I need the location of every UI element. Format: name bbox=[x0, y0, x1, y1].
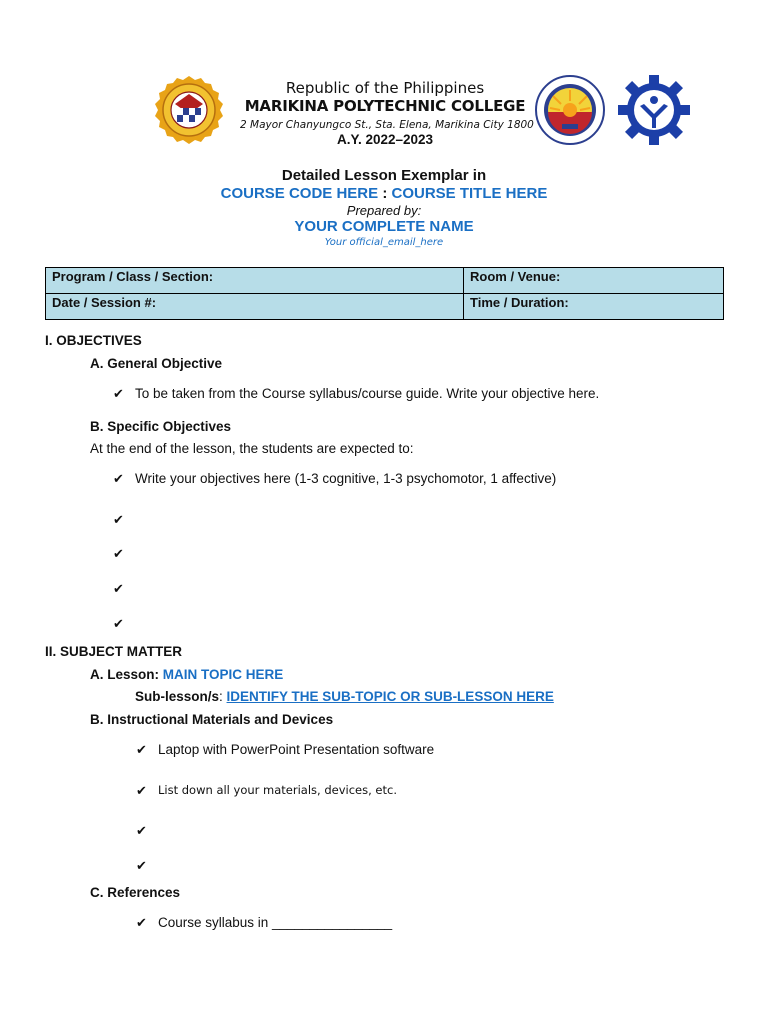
general-objective-heading: A. General Objective bbox=[90, 356, 223, 371]
author-name: YOUR COMPLETE NAME bbox=[294, 218, 474, 235]
sublesson-link[interactable]: IDENTIFY THE SUB-TOPIC OR SUB-LESSON HERE bbox=[226, 689, 554, 704]
lesson-label: A. Lesson: bbox=[90, 667, 163, 682]
college-address: 2 Mayor Chanyungco St., Sta. Elena, Marikina City 1800 bbox=[240, 119, 534, 131]
general-objective-item: To be taken from the Course syllabus/course guide. Write your objective here. bbox=[135, 386, 600, 401]
check-icon: ✔ bbox=[136, 915, 147, 930]
college-name: MARIKINA POLYTECHNIC COLLEGE bbox=[244, 97, 526, 115]
subject-matter-heading: II. SUBJECT MATTER bbox=[45, 644, 183, 659]
academic-year: A.Y. 2022–2023 bbox=[336, 132, 434, 147]
objectives-heading: I. OBJECTIVES bbox=[45, 333, 142, 348]
tesda-gear-logo bbox=[614, 75, 694, 145]
material-item-1: Laptop with PowerPoint Presentation software bbox=[158, 742, 435, 757]
lesson-value: MAIN TOPIC HERE bbox=[162, 667, 284, 682]
prepared-by-label: Prepared by: bbox=[346, 203, 422, 218]
reference-item-1: Course syllabus in ________________ bbox=[158, 915, 393, 930]
check-icon: ✔ bbox=[113, 512, 124, 527]
check-icon: ✔ bbox=[136, 823, 147, 838]
check-icon: ✔ bbox=[136, 783, 147, 798]
ched-seal-logo bbox=[530, 75, 610, 145]
sublesson-line bbox=[135, 689, 554, 704]
course-code: COURSE CODE HERE bbox=[220, 185, 379, 202]
program-cell: Program / Class / Section: bbox=[46, 268, 464, 294]
republic-text: Republic of the Philippines bbox=[285, 79, 485, 97]
check-icon: ✔ bbox=[113, 386, 124, 401]
date-cell: Date / Session #: bbox=[46, 294, 464, 320]
table-row bbox=[46, 294, 724, 320]
specific-objectives-heading: B. Specific Objectives bbox=[90, 419, 232, 434]
check-icon: ✔ bbox=[113, 546, 124, 561]
check-icon: ✔ bbox=[136, 742, 147, 757]
material-item-2: List down all your materials, devices, etc. bbox=[158, 783, 397, 797]
document-title: Detailed Lesson Exemplar in bbox=[281, 167, 487, 184]
room-cell: Room / Venue: bbox=[464, 268, 724, 294]
check-icon: ✔ bbox=[113, 471, 124, 486]
materials-heading: B. Instructional Materials and Devices bbox=[90, 712, 334, 727]
table-row bbox=[46, 268, 724, 294]
sublesson-label: Sub-lesson/s bbox=[135, 689, 220, 704]
course-title: COURSE TITLE HERE bbox=[391, 185, 548, 202]
course-line bbox=[0, 185, 768, 202]
specific-objectives-intro: At the end of the lesson, the students are expected to: bbox=[90, 441, 414, 456]
references-heading: C. References bbox=[90, 885, 181, 900]
author-email: Your official_email_here bbox=[324, 237, 444, 248]
check-icon: ✔ bbox=[113, 581, 124, 596]
course-separator: : bbox=[378, 185, 392, 202]
lesson-info-table bbox=[45, 267, 724, 320]
check-icon: ✔ bbox=[136, 858, 147, 873]
specific-objective-item: Write your objectives here (1-3 cognitive, 1-3 psychomotor, 1 affective) bbox=[135, 471, 557, 486]
time-cell: Time / Duration: bbox=[464, 294, 724, 320]
sublesson-colon: : bbox=[219, 689, 227, 704]
lesson-line bbox=[90, 667, 283, 682]
college-seal-logo bbox=[149, 75, 229, 145]
check-icon: ✔ bbox=[113, 616, 124, 631]
